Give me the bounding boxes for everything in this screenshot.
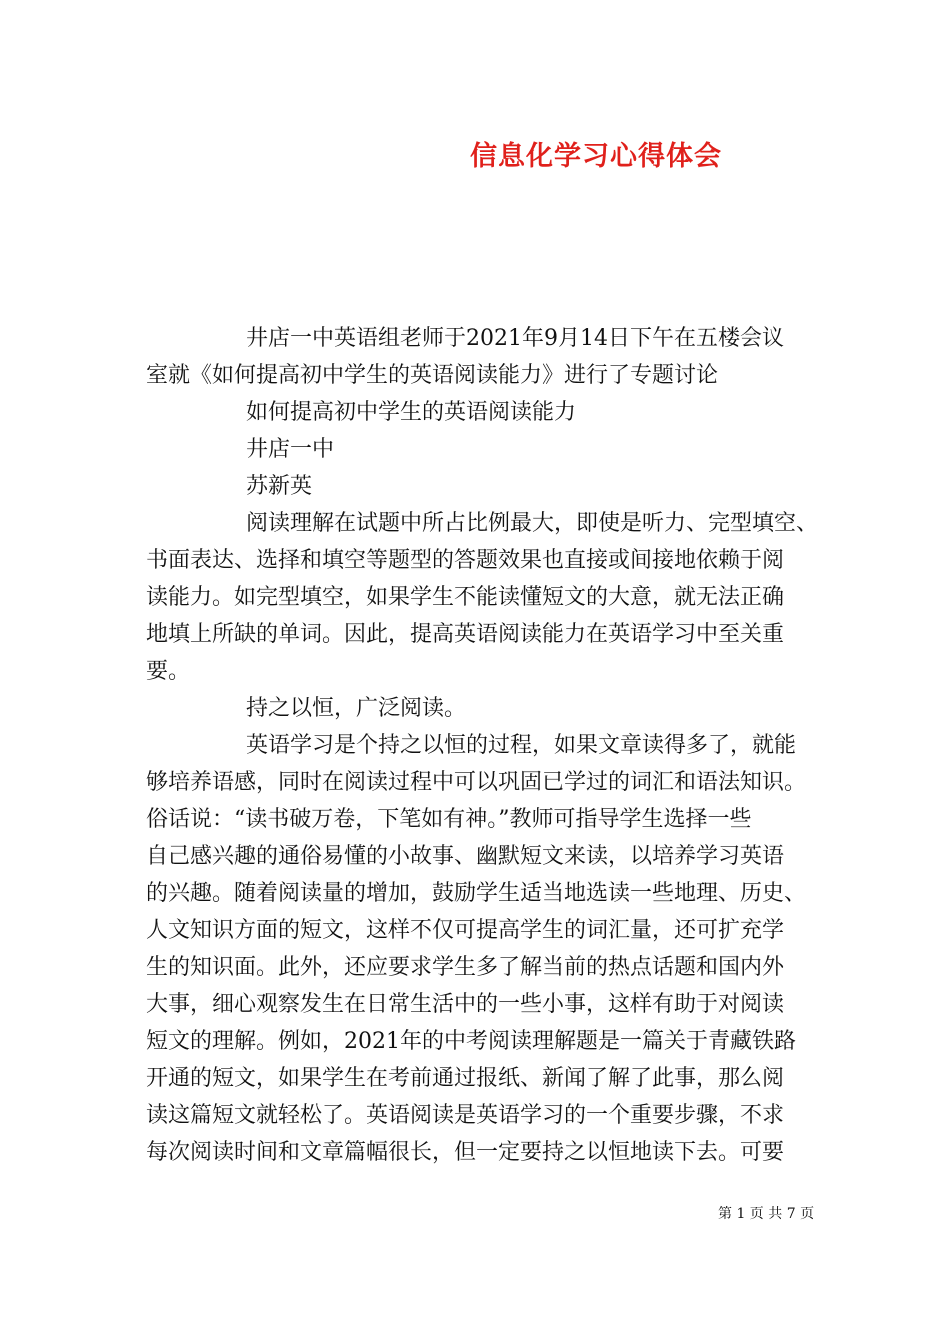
text-line: 读能力。如完型填空，如果学生不能读懂短文的大意，就无法正确 — [146, 585, 785, 610]
text-line: 持之以恒，广泛阅读。 — [246, 696, 467, 721]
text-line: 井店一中 — [246, 437, 335, 462]
text-line: 俗话说：“读书破万卷，下笔如有神。”教师可指导学生选择一些 — [146, 807, 752, 832]
text-line: 地填上所缺的单词。因此，提高英语阅读能力在英语学习中至关重 — [146, 622, 785, 647]
text-line: 自己感兴趣的通俗易懂的小故事、幽默短文来读，以培养学习英语 — [146, 844, 785, 869]
text-line: 英语学习是个持之以恒的过程，如果文章读得多了，就能 — [246, 733, 797, 758]
text-line: 要。 — [146, 659, 191, 684]
text-line: 开通的短文，如果学生在考前通过报纸、新闻了解了此事，那么阅 — [146, 1066, 785, 1091]
text-line: 如何提高初中学生的英语阅读能力 — [246, 400, 577, 425]
text-line: 室就《如何提高初中学生的英语阅读能力》进行了专题讨论 — [146, 363, 719, 388]
text-line: 每次阅读时间和文章篇幅很长，但一定要持之以恒地读下去。可要 — [146, 1140, 785, 1165]
text-line: 短文的理解。例如，2021年的中考阅读理解题是一篇关于青藏铁路 — [146, 1029, 796, 1054]
text-line: 生的知识面。此外，还应要求学生多了解当前的热点话题和国内外 — [146, 955, 785, 980]
text-line: 阅读理解在试题中所占比例最大，即使是听力、完型填空、 — [246, 511, 819, 536]
text-line: 井店一中英语组老师于2021年9月14日下午在五楼会议 — [246, 326, 784, 351]
text-line: 人文知识方面的短文，这样不仅可提高学生的词汇量，还可扩充学 — [146, 918, 785, 943]
document-title: 信息化学习心得体会 — [470, 141, 722, 172]
text-line: 书面表达、选择和填空等题型的答题效果也直接或间接地依赖于阅 — [146, 548, 785, 573]
text-line: 够培养语感，同时在阅读过程中可以巩固已学过的词汇和语法知识。 — [146, 770, 807, 795]
text-line: 的兴趣。随着阅读量的增加，鼓励学生适当地选读一些地理、历史、 — [146, 881, 807, 906]
text-line: 大事，细心观察发生在日常生活中的一些小事，这样有助于对阅读 — [146, 992, 785, 1017]
page-number: 第 1 页 共 7 页 — [718, 1206, 815, 1222]
text-line: 苏新英 — [246, 474, 313, 499]
text-line: 读这篇短文就轻松了。英语阅读是英语学习的一个重要步骤，不求 — [146, 1103, 785, 1128]
